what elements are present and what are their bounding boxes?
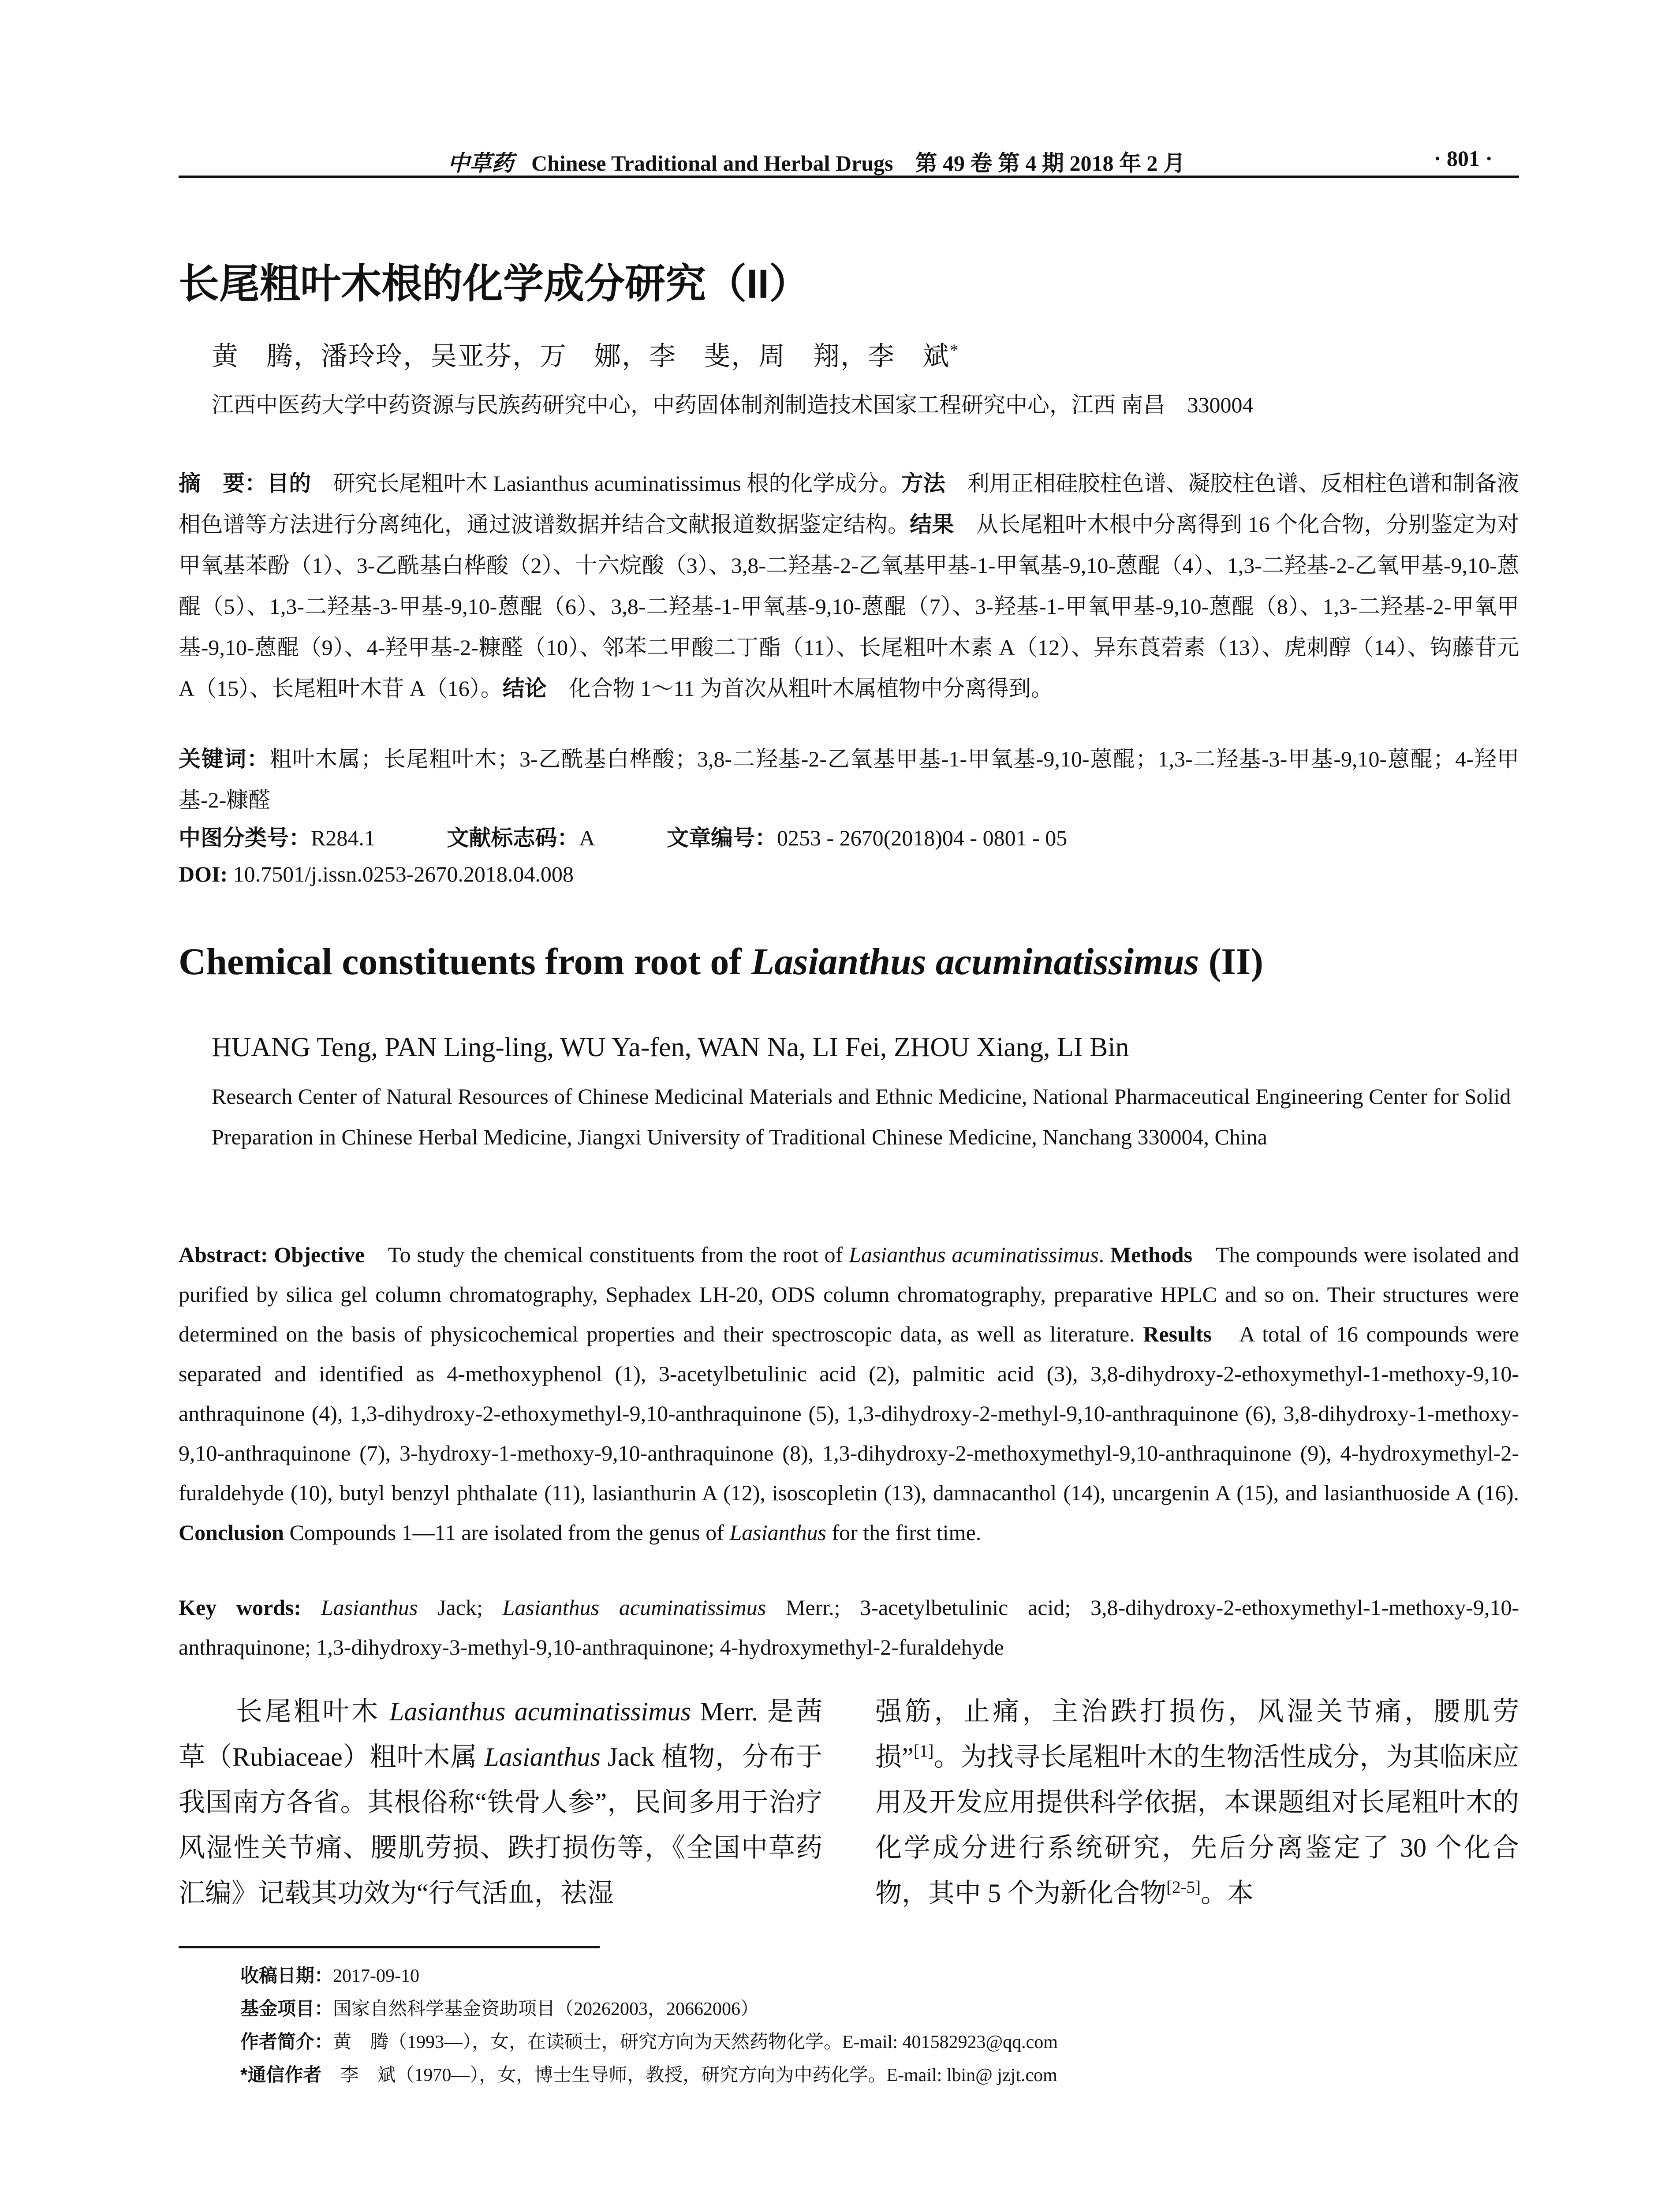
body-left-species: Lasianthus acuminatissimus bbox=[389, 1697, 691, 1726]
objective-text: 研究长尾粗叶木 Lasianthus acuminatissimus 根的化学成分。 bbox=[311, 471, 901, 496]
article-number bbox=[667, 826, 1067, 850]
english-title-suffix: (II) bbox=[1199, 940, 1263, 983]
chinese-authors bbox=[212, 335, 959, 373]
english-title-prefix: Chemical constituents from root of bbox=[179, 940, 751, 983]
received-label: 收稿日期： bbox=[240, 1965, 333, 1986]
chinese-keywords bbox=[179, 739, 1519, 821]
body-column-right bbox=[875, 1689, 1519, 1916]
chinese-author-list: 黄 腾，潘玲玲，吴亚芬，万 娜，李 斐，周 翔，李 斌 bbox=[212, 342, 950, 371]
en-results-label: Results bbox=[1143, 1322, 1212, 1346]
methods-text: 利用正相硅胶柱色谱、凝胶柱色谱、反相柱色谱和制备液相色谱等方法进行分离纯化，通过波谱数据并结合文献报道数据鉴定结构。 bbox=[179, 471, 1519, 537]
chinese-abstract bbox=[179, 463, 1519, 709]
english-title bbox=[179, 939, 1263, 983]
corresponding-value: 李 斌（1970—），女，博士生导师，教授，研究方向为中药化学。E-mail: lbin@ jzjt.com bbox=[321, 2065, 1057, 2085]
en-keyword-genus: Lasianthus bbox=[321, 1595, 418, 1620]
en-conclusion-genus: Lasianthus bbox=[729, 1520, 826, 1545]
citation-ref-2[interactable]: [2-5] bbox=[1166, 1878, 1201, 1897]
en-keyword-text-1: Jack; bbox=[418, 1595, 503, 1620]
en-methods-text: The compounds were isolated and purified by silica gel column chromatography, Sephadex LH-20, ODS column chromatography, preparative HPLC and so on. Their structures were determined on the basis of physicochemical properties and their spectroscopic data, as well as literature. bbox=[179, 1242, 1519, 1346]
english-keywords bbox=[179, 1588, 1519, 1667]
en-results-text: A total of 16 compounds were separated and identified as 4-methoxyphenol (1), 3-acetylbetulinic acid (2), palmitic acid (3), 3,8-dihydroxy-2-ethoxymethyl-1-methoxy-9,10-anthraquinone (4), 1,3-dihydroxy-2-ethoxymethyl-9,10-anthraquinone (5), 1,3-dihydroxy-2-methyl-9,10-anthraquinone (6), 3,8-dihydroxy-1-methoxy-9,10-anthraquinone (7), 3-hydroxy-1-methoxy-9,10-anthraquinone (8), 1,3-dihydroxy-2-methoxymethyl-9,10-anthraquinone (9), 4-hydroxymethyl-2-furaldehyde (10), butyl benzyl phthalate (11), lasianthurin A (12), isoscopletin (13), damnacanthol (14), uncargenin A (15), and lasianthuoside A (16). bbox=[179, 1322, 1519, 1505]
footnote-rule bbox=[179, 1946, 600, 1948]
received-value: 2017-09-10 bbox=[333, 1966, 419, 1986]
english-affiliation: Research Center of Natural Resources of Chinese Medicinal Materials and Ethnic Medicine, National Pharmaceutical Engineering Center for Solid Preparation in Chinese Herbal Medicine, Jiangxi University of Traditional Chinese Medicine, Nanchang 330004, China bbox=[212, 1084, 1511, 1149]
header-rule bbox=[179, 176, 1519, 178]
chinese-title: 长尾粗叶木根的化学成分研究（II） bbox=[179, 262, 810, 306]
fund-value: 国家自然科学基金资助项目（20262003，20662006） bbox=[333, 1999, 759, 2019]
body-right-text-2: 。为找寻长尾粗叶木的生物活性成分，为其临床应用及开发应用提供科学依据，本课题组对长尾粗叶木的化学成分进行系统研究，先后分离鉴定了 30 个化合物，其中 5 个为新化合物 bbox=[875, 1742, 1519, 1908]
en-conclusion-end: for the first time. bbox=[826, 1520, 982, 1545]
doc-code-label: 文献标志码： bbox=[447, 826, 579, 850]
footnote-corresponding bbox=[240, 2060, 1057, 2087]
article-no-value: 0253 - 2670(2018)04 - 0801 - 05 bbox=[777, 826, 1068, 850]
objective-label: 目的 bbox=[267, 471, 311, 496]
classification-line bbox=[179, 820, 1133, 852]
conclusion-text: 化合物 1～11 为首次从粗叶木属植物中分离得到。 bbox=[546, 676, 1053, 701]
journal-issue: Chinese Traditional and Herbal Drugs 第 49 卷 第 4 期 2018 年 2 月 bbox=[531, 151, 1185, 176]
footnote-received bbox=[240, 1961, 419, 1988]
en-keyword-text-2: Merr.; 3-acetylbetulinic acid; 3,8-dihydroxy-2-ethoxymethyl-1-methoxy-9,10-anthraquinone; 1,3-dihydroxy-3-methyl-9,10-anthraquinone; 4-hydroxymethyl-2-furaldehyde bbox=[179, 1595, 1519, 1659]
keywords-text: 粗叶木属；长尾粗叶木；3-乙酰基白桦酸；3,8-二羟基-2-乙氧基甲基-1-甲氧基-9,10-蒽醌；1,3-二羟基-3-甲基-9,10-蒽醌；4-羟甲基-2-糠醛 bbox=[179, 747, 1519, 812]
body-left-genus: Lasianthus bbox=[484, 1742, 601, 1771]
body-left-text-3: Jack 植物，分布于我国南方各省。其根俗称“铁骨人参”，民间多用于治疗风湿性关节痛、腰肌劳损、跌打损伤等，《全国中草药汇编》记载其功效为“行气活血，祛湿 bbox=[179, 1742, 822, 1908]
doi-value[interactable]: 10.7501/j.issn.0253-2670.2018.04.008 bbox=[228, 862, 574, 886]
en-keywords-label: Key words: bbox=[179, 1595, 302, 1620]
doi-line bbox=[179, 861, 574, 887]
results-text: 从长尾粗叶木根中分离得到 16 个化合物，分别鉴定为对甲氧基苯酚（1）、3-乙酰基白桦酸（2）、十六烷酸（3）、3,8-二羟基-2-乙氧基甲基-1-甲氧基-9,10-蒽醌（4）、1,3-二羟基-2-乙氧甲基-9,10-蒽醌（5）、1,3-二羟基-3-甲基-9,10-蒽醌（6）、3,8-二羟基-1-甲氧基-9,10-蒽醌（7）、3-羟基-1-甲氧甲基-9,10-蒽醌（8）、1,3-二羟基-2-甲氧甲基-9,10-蒽醌（9）、4-羟甲基-2-糠醛（10）、邻苯二甲酸二丁酯（11）、长尾粗叶木素 A（12）、异东莨菪素（13）、虎刺醇（14）、钩藤苷元 A（15）、长尾粗叶木苷 A（16）。 bbox=[179, 512, 1519, 701]
body-right-text-3: 。本 bbox=[1200, 1879, 1254, 1908]
author-label: 作者简介： bbox=[240, 2031, 333, 2052]
fund-label: 基金项目： bbox=[240, 1998, 333, 2019]
abstract-label: 摘 要： bbox=[179, 471, 267, 496]
en-methods-label: Methods bbox=[1110, 1242, 1193, 1267]
en-conclusion-label: Conclusion bbox=[179, 1520, 284, 1545]
footnote-fund bbox=[240, 1994, 759, 2021]
conclusion-label: 结论 bbox=[502, 676, 547, 701]
en-abstract-label: Abstract: Objective bbox=[179, 1242, 365, 1267]
author-value: 黄 腾（1993—），女，在读硕士，研究方向为天然药物化学。E-mail: 401582923@qq.com bbox=[333, 2032, 1058, 2052]
corresponding-mark: * bbox=[950, 341, 959, 360]
class-label: 中图分类号： bbox=[179, 826, 311, 850]
keywords-label: 关键词： bbox=[179, 747, 270, 771]
journal-name-cn: 中草药 bbox=[448, 151, 514, 176]
en-objective-end: . bbox=[1098, 1242, 1105, 1267]
body-column-left bbox=[179, 1689, 822, 1916]
citation-ref-1[interactable]: [1] bbox=[913, 1742, 934, 1760]
english-authors: HUANG Teng, PAN Ling-ling, WU Ya-fen, WAN Na, LI Fei, ZHOU Xiang, LI Bin bbox=[212, 1032, 1129, 1062]
page-number: · 801 · bbox=[1434, 146, 1493, 171]
article-no-label: 文章编号： bbox=[666, 826, 777, 850]
doi-label: DOI: bbox=[179, 862, 228, 886]
footnote-author bbox=[240, 2027, 1058, 2054]
chinese-affiliation: 江西中医药大学中药资源与民族药研究中心，中药固体制剂制造技术国家工程研究中心，江西 南昌 330004 bbox=[212, 392, 1254, 417]
body-right-text-1: 强筋，止痛，主治跌打损伤，风湿关节痛，腰肌劳损” bbox=[875, 1697, 1519, 1771]
en-objective-text: To study the chemical constituents from the root of bbox=[364, 1242, 849, 1267]
journal-info bbox=[448, 146, 1185, 177]
en-keyword-species: Lasianthus acuminatissimus bbox=[502, 1595, 766, 1620]
english-abstract bbox=[179, 1235, 1519, 1552]
en-objective-species: Lasianthus acuminatissimus bbox=[849, 1242, 1099, 1267]
doc-code-value: A bbox=[579, 826, 595, 850]
methods-label: 方法 bbox=[901, 471, 945, 496]
class-number bbox=[179, 826, 375, 850]
class-value: R284.1 bbox=[311, 826, 375, 850]
en-conclusion-text: Compounds 1—11 are isolated from the genus of bbox=[284, 1520, 730, 1545]
body-left-text-1: 长尾粗叶木 bbox=[236, 1697, 389, 1726]
english-title-species: Lasianthus acuminatissimus bbox=[751, 940, 1199, 983]
doc-code bbox=[447, 826, 595, 850]
corresponding-label: *通信作者 bbox=[240, 2064, 322, 2085]
body-left-text-2: Merr. 是茜草（Rubiaceae）粗叶木属 bbox=[179, 1697, 822, 1771]
results-label: 结果 bbox=[910, 512, 954, 537]
running-header bbox=[179, 140, 1519, 176]
